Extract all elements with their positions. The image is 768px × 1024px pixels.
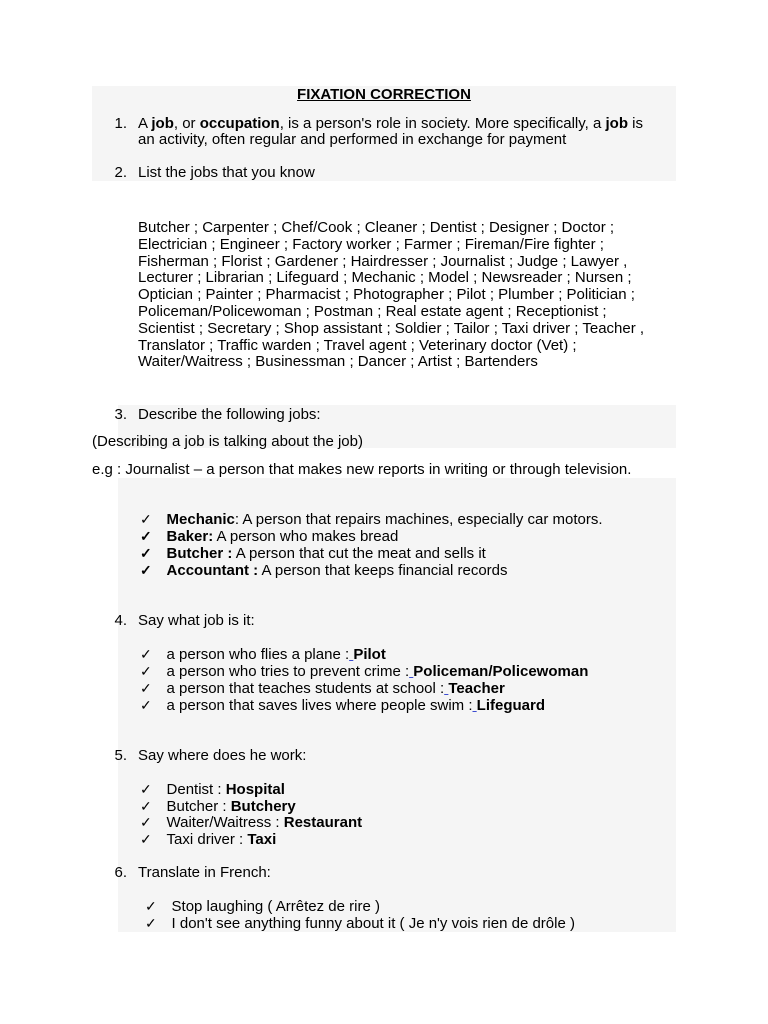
check-icon: ✓ xyxy=(145,915,157,931)
page-title: FIXATION CORRECTION xyxy=(297,86,471,103)
check-icon: ✓ xyxy=(140,781,152,797)
jobs-line: Translator ; Traffic warden ; Travel agent ; Veterinary doctor (Vet) ; xyxy=(138,336,577,354)
check-icon: ✓ xyxy=(140,562,152,578)
q3-item: ✓ Mechanic: A person that repairs machines, especially car motors. xyxy=(140,511,603,528)
q1-line2: an activity, often regular and performed in exchange for payment xyxy=(138,131,567,148)
q3-number: 3. xyxy=(114,406,127,423)
check-icon: ✓ xyxy=(145,898,157,914)
jobs-line: Electrician ; Engineer ; Factory worker ; Farmer ; Fireman/Fire fighter ; xyxy=(138,235,604,253)
q5-question: Say where does he work: xyxy=(138,747,307,764)
q2-number: 2. xyxy=(114,164,127,181)
jobs-line: Scientist ; Secretary ; Shop assistant ; Soldier ; Tailor ; Taxi driver ; Teacher , xyxy=(138,319,645,337)
q6-item: ✓ I don't see anything funny about it ( Je n'y vois rien de drôle ) xyxy=(145,915,575,932)
jobs-line: Lecturer ; Librarian ; Lifeguard ; Mechanic ; Model ; Newsreader ; Nursen ; xyxy=(138,269,632,287)
q4-question: Say what job is it: xyxy=(138,612,255,629)
jobs-line: Butcher ; Carpenter ; Chef/Cook ; Cleaner ; Dentist ; Designer ; Doctor ; xyxy=(138,219,615,236)
q5-item: ✓ Butcher : Butchery xyxy=(140,798,296,815)
q4-number: 4. xyxy=(114,612,127,629)
q6-item: ✓ Stop laughing ( Arrêtez de rire ) xyxy=(145,898,380,915)
q4-item: ✓ a person that teaches students at school : Teacher xyxy=(140,680,505,697)
check-icon: ✓ xyxy=(140,831,152,847)
check-icon: ✓ xyxy=(140,511,152,527)
q6-number: 6. xyxy=(114,864,127,881)
q3-note: (Describing a job is talking about the job) xyxy=(92,433,363,450)
jobs-line: Optician ; Painter ; Pharmacist ; Photographer ; Pilot ; Plumber ; Politician ; xyxy=(138,286,635,304)
q2-question: List the jobs that you know xyxy=(138,164,315,181)
q3-item: ✓ Baker: A person who makes bread xyxy=(140,528,399,545)
q5-item: ✓ Waiter/Waitress : Restaurant xyxy=(140,814,363,831)
q5-item: ✓ Taxi driver : Taxi xyxy=(140,831,277,848)
check-icon: ✓ xyxy=(140,680,152,696)
q4-item: ✓ a person who tries to prevent crime : Policeman/Policewoman xyxy=(140,663,589,680)
check-icon: ✓ xyxy=(140,798,152,814)
q1-number: 1. xyxy=(114,115,127,132)
check-icon: ✓ xyxy=(140,528,152,544)
q4-item: ✓ a person who flies a plane : Pilot xyxy=(140,646,386,663)
q5-item: ✓ Dentist : Hospital xyxy=(140,781,285,798)
q3-example: e.g : Journalist – a person that makes new reports in writing or through television. xyxy=(92,461,632,478)
jobs-line: Policeman/Policewoman ; Postman ; Real estate agent ; Receptionist ; xyxy=(138,302,607,320)
q4-item: ✓ a person that saves lives where people swim : Lifeguard xyxy=(140,697,546,714)
q3-question: Describe the following jobs: xyxy=(138,406,321,423)
jobs-list xyxy=(138,220,658,371)
check-icon: ✓ xyxy=(140,814,152,830)
jobs-line: Waiter/Waitress ; Businessman ; Dancer ; Artist ; Bartenders xyxy=(138,353,538,371)
q6-question: Translate in French: xyxy=(138,864,271,881)
check-icon: ✓ xyxy=(140,545,152,561)
q3-item: ✓ Accountant : A person that keeps financial records xyxy=(140,562,508,579)
q5-number: 5. xyxy=(114,747,127,764)
check-icon: ✓ xyxy=(140,646,152,662)
q1-line1: A job, or occupation, is a person's role in society. More specifically, a job is xyxy=(138,115,643,132)
check-icon: ✓ xyxy=(140,697,152,713)
check-icon: ✓ xyxy=(140,663,152,679)
jobs-line: Fisherman ; Florist ; Gardener ; Hairdresser ; Journalist ; Judge ; Lawyer , xyxy=(138,252,628,270)
q3-item: ✓ Butcher : A person that cut the meat and sells it xyxy=(140,545,486,562)
